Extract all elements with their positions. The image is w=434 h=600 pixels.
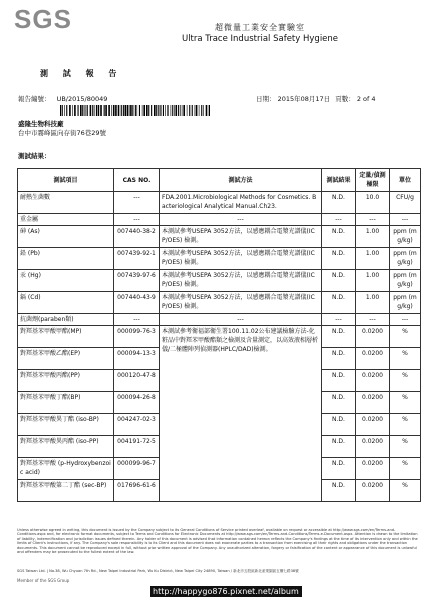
cell-item: 對羥基苯甲酸第二丁酯 (sec-BP) [18, 480, 114, 502]
barcode-bar [66, 105, 67, 116]
barcode-bar [195, 105, 196, 116]
cell-unit: % [390, 392, 421, 414]
barcode-bar [64, 105, 65, 116]
cell-result: N.D. [322, 392, 356, 414]
barcode-bar [104, 105, 105, 116]
barcode [60, 105, 210, 116]
cell-item: 鉛 (Pb) [18, 248, 114, 270]
barcode-bar [92, 105, 93, 116]
cell-cas: 007440-38-2 [114, 226, 160, 248]
cell-cas: 000099-96-7 [114, 458, 160, 480]
cell-cas: 007439-92-1 [114, 248, 160, 270]
cell-unit: % [390, 458, 421, 480]
cell-item: 對羥基苯甲酸丙酯(PP) [18, 370, 114, 392]
cell-cas: 017696-61-6 [114, 480, 160, 502]
cell-unit: CFU/g [390, 192, 421, 214]
cell-result: N.D. [322, 292, 356, 314]
footer-group-note: Member of the SGS Group [17, 578, 70, 583]
barcode-bar [80, 105, 82, 116]
cell-limit: 0.0200 [356, 370, 390, 392]
barcode-bar [203, 105, 204, 116]
cell-result: N.D. [322, 480, 356, 502]
barcode-bar [142, 105, 143, 116]
cell-limit: 10.0 [356, 192, 390, 214]
barcode-bar [167, 105, 168, 116]
cell-result: N.D. [322, 370, 356, 392]
cell-limit: 0.0200 [356, 392, 390, 414]
barcode-bar [160, 105, 161, 116]
barcode-bar [74, 105, 76, 116]
barcode-bar [137, 105, 138, 116]
cell-result: N.D. [322, 348, 356, 370]
lab-name-en: Ultra Trace Industrial Safety Hygiene [181, 34, 339, 44]
cell-item: 對羥基苯甲酸異丁酯 (iso-BP) [18, 414, 114, 436]
cell-result: N.D. [322, 458, 356, 480]
results-table [17, 168, 421, 502]
barcode-bar [154, 105, 156, 116]
barcode-bar [121, 105, 122, 116]
client-address: 台中市霧峰區向存街76巷29號 [18, 129, 107, 137]
client-name: 盛隆生物科技廠 [18, 120, 64, 128]
cell-cas: --- [114, 314, 160, 326]
cell-limit: 0.0200 [356, 326, 390, 348]
col-header-cas: CAS NO. [114, 169, 160, 192]
cell-item: 對羥基苯甲酸丁酯(BP) [18, 392, 114, 414]
cell-unit: % [390, 414, 421, 436]
barcode-bar [139, 105, 140, 116]
page-label: 頁數： [335, 95, 355, 103]
cell-limit: 1.00 [356, 248, 390, 270]
barcode-bar [69, 105, 71, 116]
barcode-bar [96, 105, 97, 116]
barcode-bar [168, 105, 169, 116]
cell-item: 汞 (Hg) [18, 270, 114, 292]
cell-cas: 007439-97-6 [114, 270, 160, 292]
cell-item: 抗菌劑(paraben類) [18, 314, 114, 326]
barcode-bar [72, 105, 73, 116]
barcode-bar [182, 105, 183, 116]
report-title: 測 試 報 告 [40, 69, 123, 78]
barcode-bar [129, 105, 130, 116]
cell-item: 對羥基苯甲酸甲酯(MP) [18, 326, 114, 348]
cell-item: 鎘 (Cd) [18, 292, 114, 314]
cell-method: 本測試參考USEPA 3052方法，以感應耦合電漿光譜儀(ICP/OES) 檢測。 [160, 248, 322, 270]
cell-item: 對羥基苯甲酸乙酯(EP) [18, 348, 114, 370]
cell-unit: ppm (mg/kg) [390, 270, 421, 292]
barcode-bar [192, 105, 193, 116]
barcode-bar [98, 105, 100, 116]
footer-terms: Unless otherwise agreed in writing, this document is issued by the Company subject to its General Conditions of Service printed overleaf, available on request or accessible at http://www.sgs.com/en/Terms-and-Conditions.aspx and, for electronic format documents, subject to Terms and Conditions for Electronic Documents at http://www.sgs.com/en/Terms-and-Conditions/Terms-e-Document.aspx. Attention is drawn to the limitation of liability, indemnification and jurisdiction issues defined therein. Any holder of this document is advised that information contained hereon reflects the Company's findings at the time of its intervention only and within the limits of Client's instructions, if any. The Company's sole responsibility is to its Client and this document does not exonerate parties to a transaction from exercising all their rights and obligations under the transaction documents. This document cannot be reproduced except in full, without prior written approval of the Company. Any unauthorized alteration, forgery or falsification of the content or appearance of this document is unlawful and offenders may be prosecuted to the fullest extent of the law. [17, 528, 418, 555]
cell-cas: 004247-02-3 [114, 414, 160, 436]
cell-unit: --- [390, 314, 421, 326]
table-row [18, 292, 421, 314]
barcode-bar [113, 105, 115, 116]
barcode-bar [178, 105, 179, 116]
cell-item: 耐熱生菌數 [18, 192, 114, 214]
barcode-bar [187, 105, 188, 116]
cell-method: FDA.2001.Microbiological Methods for Cosmetics. Bacteriological Analytical Manual.Ch23. [160, 192, 322, 214]
cell-result: N.D. [322, 414, 356, 436]
barcode-bar [90, 105, 92, 116]
barcode-bar [201, 105, 202, 116]
cell-cas: 007440-43-9 [114, 292, 160, 314]
barcode-bar [163, 105, 164, 116]
cell-result: N.D. [322, 436, 356, 458]
cell-limit: --- [356, 214, 390, 226]
cell-item: 對羥基苯甲酸異丙酯 (iso-PP) [18, 436, 114, 458]
barcode-bar [183, 105, 185, 116]
cell-limit: 0.0200 [356, 436, 390, 458]
watermark-url: http://happygo876.pixnet.net/album [150, 586, 302, 597]
barcode-bar [209, 105, 210, 116]
table-row [18, 326, 421, 348]
barcode-bar [111, 105, 112, 116]
barcode-bar [78, 105, 79, 116]
cell-result: N.D. [322, 192, 356, 214]
barcode-bar [130, 105, 132, 116]
cell-cas: 000120-47-8 [114, 370, 160, 392]
table-header-row [18, 169, 421, 192]
table-row [18, 248, 421, 270]
cell-item: 重金屬 [18, 214, 114, 226]
barcode-bar [148, 105, 149, 116]
barcode-bar [172, 105, 173, 116]
cell-limit: 0.0200 [356, 414, 390, 436]
barcode-bar [127, 105, 129, 116]
lab-name-cn: 超微量工業安全實驗室 [215, 23, 305, 32]
barcode-bar [108, 105, 110, 116]
cell-limit: 1.00 [356, 226, 390, 248]
sgs-logo [12, 6, 88, 32]
barcode-bar [84, 105, 85, 116]
col-header-limit: 定量/偵測極限 [356, 169, 390, 192]
cell-limit: 1.00 [356, 292, 390, 314]
sgs-logo-text: SGS [14, 6, 72, 32]
barcode-bar [135, 105, 136, 116]
cell-cas: 004191-72-5 [114, 436, 160, 458]
cell-limit: 1.00 [356, 270, 390, 292]
cell-unit: ppm (mg/kg) [390, 292, 421, 314]
cell-unit: --- [390, 214, 421, 226]
report-no-label: 報告編號： [18, 95, 51, 103]
cell-method: 本測試參考USEPA 3052方法，以感應耦合電漿光譜儀(ICP/OES) 檢測。 [160, 270, 322, 292]
barcode-bar [60, 105, 61, 116]
table-row [18, 214, 421, 226]
barcode-bar [87, 105, 88, 116]
barcode-bar [146, 105, 148, 116]
cell-cas: --- [114, 192, 160, 214]
barcode-bar [94, 105, 95, 116]
barcode-bar [196, 105, 198, 116]
cell-result: --- [322, 214, 356, 226]
barcode-bar [132, 105, 133, 116]
cell-limit: 0.0200 [356, 480, 390, 502]
cell-result: N.D. [322, 326, 356, 348]
barcode-bar [174, 105, 175, 116]
barcode-bar [199, 105, 200, 116]
table-row [18, 314, 421, 326]
barcode-bar [105, 105, 107, 116]
cell-unit: % [390, 326, 421, 348]
table-row [18, 192, 421, 214]
barcode-bar [165, 105, 166, 116]
cell-unit: % [390, 370, 421, 392]
barcode-bar [123, 105, 124, 116]
results-label: 測試結果： [18, 152, 51, 160]
table-row [18, 226, 421, 248]
table-row [18, 270, 421, 292]
page-number: 2 of 4 [356, 95, 376, 103]
cell-unit: ppm (mg/kg) [390, 248, 421, 270]
cell-method: 本測試參考USEPA 3052方法，以感應耦合電漿光譜儀(ICP/OES) 檢測。 [160, 292, 322, 314]
cell-result: N.D. [322, 270, 356, 292]
cell-unit: ppm (mg/kg) [390, 226, 421, 248]
barcode-bar [180, 105, 181, 116]
cell-unit: % [390, 480, 421, 502]
cell-method: --- [160, 214, 322, 226]
barcode-bar [151, 105, 152, 116]
barcode-bar [143, 105, 145, 116]
barcode-bar [189, 105, 190, 116]
barcode-bar [125, 105, 127, 116]
footer-address: SGS Taiwan Ltd. | No.38, Wu Chyuan 7th Rd., New Taipei Industrial Park, Wu Ku District, New Taipei City 24890, Taiwan / 新北市五股區新北產業園區五權七路38號 [17, 569, 299, 573]
cell-limit: 0.0200 [356, 348, 390, 370]
report-date: 2015年08月17日 [277, 95, 331, 103]
barcode-bar [206, 105, 208, 116]
barcode-bar [86, 105, 87, 116]
barcode-bar [100, 105, 102, 116]
barcode-bar [82, 105, 83, 116]
cell-method: 本測試參考衛福部衛生署100.11.02公布建議檢驗方法-化粧品中對羥苯甲酸酯類之檢測及含量測定，以高效液相層析儀/二極體陣列偵測器(HPLC/DAD)檢測。 [160, 326, 322, 502]
cell-cas: 000094-13-3 [114, 348, 160, 370]
barcode-bar [115, 105, 117, 116]
cell-method: --- [160, 314, 322, 326]
cell-cas: 000099-76-3 [114, 326, 160, 348]
cell-unit: % [390, 436, 421, 458]
col-header-item: 測試項目 [18, 169, 114, 192]
barcode-bar [118, 105, 120, 116]
barcode-bar [176, 105, 178, 116]
cell-cas: 000094-26-8 [114, 392, 160, 414]
report-no: UB/2015/80049 [56, 95, 108, 103]
cell-result: N.D. [322, 248, 356, 270]
cell-unit: % [390, 348, 421, 370]
barcode-bar [158, 105, 159, 116]
col-header-unit: 單位 [390, 169, 421, 192]
barcode-bar [171, 105, 172, 116]
cell-cas: --- [114, 214, 160, 226]
cell-result: N.D. [322, 226, 356, 248]
report-meta [18, 94, 428, 103]
cell-result: --- [322, 314, 356, 326]
col-header-method: 測試方法 [160, 169, 322, 192]
barcode-bar [62, 105, 63, 116]
cell-item: 對羥基苯甲酸 (p-Hydroxybenzoic acid) [18, 458, 114, 480]
cell-item: 砷 (As) [18, 226, 114, 248]
col-header-result: 測試結果 [322, 169, 356, 192]
barcode-bar [156, 105, 157, 116]
date-label: 日期： [256, 95, 276, 103]
cell-method: 本測試參考USEPA 3052方法，以感應耦合電漿光譜儀(ICP/OES) 檢測。 [160, 226, 322, 248]
cell-limit: --- [356, 314, 390, 326]
cell-limit: 0.0200 [356, 458, 390, 480]
